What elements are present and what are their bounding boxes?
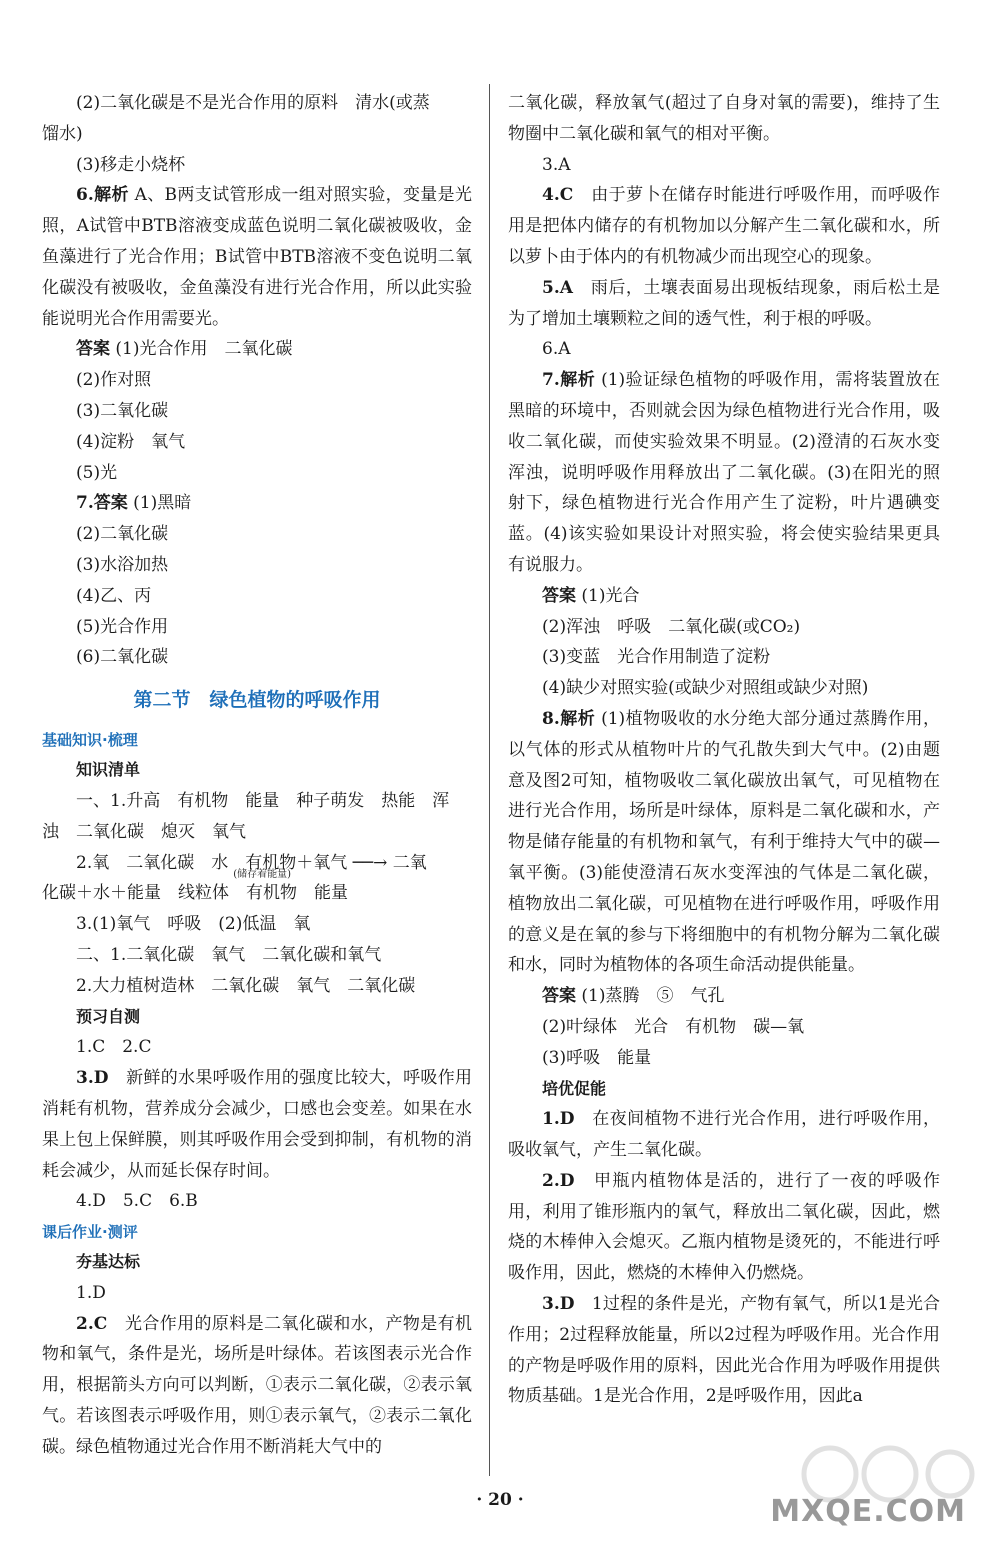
- analysis-text: 新鲜的水果呼吸作用的强度比较大，呼吸作用消耗有机物，营养成分会减少，口感也会变差。如果在水果上包上保鲜膜，则其呼吸作用会受到抑制，有机物的消耗会减少，从而延长保存时间。: [42, 1068, 472, 1181]
- q6-analysis-text: A、B两支试管形成一组对照实验，变量是光照，A试管中BTB溶液变成蓝色说明二氧化碳被吸收，金鱼藻进行了光合作用；B试管中BTB溶液不变色说明二氧化碳没有被吸收，金鱼藻没有进行光合作用，所以此实验能说明光合作用需要光。: [42, 185, 472, 329]
- analysis-text: (1)植物吸收的水分绝大部分通过蒸腾作用，以气体的形式从植物叶片的气孔散失到大气中。(2)由题意及图2可知，植物吸收二氧化碳放出氧气，可见植物在进行光合作用，场所是叶绿体，原料是二氧化碳和水，产物是储存能量的有机物和氧气，有利于维持大气中的碳—氧平衡。(3)能使澄清石灰水变浑浊的气体是二氧化碳，植物放出二氧化碳，可见植物在进行呼吸作用，呼吸作用的意义是在氧的参与下将细胞中的有机物分解为二氧化碳和水，同时为植物体的各项生命活动提供能量。: [508, 708, 940, 976]
- answer-text: (4)乙、丙: [76, 585, 152, 606]
- answer-tag: 答案: [76, 339, 110, 360]
- analysis-tag: 解析: [559, 708, 596, 729]
- analysis-tag: 解析: [93, 185, 129, 206]
- analysis-text: 在夜间植物不进行光合作用，进行呼吸作用，吸收氧气，产生二氧化碳。: [508, 1109, 940, 1161]
- analysis-tag: 解析: [559, 370, 596, 391]
- answer-text: (5)光: [76, 462, 118, 483]
- r8-analysis: [508, 704, 940, 981]
- answer-text: (2)叶绿体 光合 有机物 碳—氧: [542, 1016, 805, 1037]
- stacked-under: (储存着能量): [233, 868, 292, 880]
- text-line: 一、1.升高 有机物 能量 种子萌发 热能 浑: [76, 790, 450, 811]
- continued-text: 二氧化碳，释放氧气(超过了自身对氧的需要)，维持了生物圈中二氧化碳和氧气的相对平衡。: [508, 93, 940, 144]
- answer-text: (2)作对照: [76, 370, 152, 391]
- text-line: 馏水): [42, 123, 83, 144]
- analysis-text: 雨后，土壤表面易出现板结现象，雨后松土是为了增加土壤颗粒之间的透气性，利于根的呼吸。: [508, 277, 940, 329]
- h2-analysis: [42, 1309, 472, 1463]
- p3-analysis: [42, 1063, 472, 1186]
- s3-analysis: [508, 1289, 940, 1412]
- subheading: 夯基达标: [76, 1252, 141, 1272]
- text-line: 二、1.二氧化碳 氧气 二氧化碳和氧气: [76, 944, 382, 965]
- answer-text: (1)黑暗: [127, 493, 192, 514]
- answer-text: (1)光合作用 二氧化碳: [110, 339, 293, 360]
- text-line: 3.(1)氧气 呼吸 (2)低温 氧: [76, 914, 311, 935]
- formula-text: 2.氧 二氧化碳 水: [76, 852, 246, 873]
- text-line: 浊 二氧化碳 熄灭 氧气: [42, 821, 246, 842]
- q7-answer-line: [42, 488, 472, 519]
- r7-analysis: [508, 365, 940, 581]
- question-number: 5.A: [542, 277, 573, 298]
- text-line: 2.大力植树造林 二氧化碳 氧气 二氧化碳: [76, 975, 416, 996]
- question-number: 2.D: [542, 1170, 575, 1191]
- question-number: 2.C: [76, 1313, 108, 1334]
- q6-answer-line: [42, 334, 472, 365]
- category-heading: 课后作业·测评: [42, 1223, 138, 1242]
- answer-tag: 答案: [542, 585, 576, 606]
- question-number: 4.C: [542, 185, 574, 206]
- answer-text: (6)二氧化碳: [76, 647, 169, 668]
- left-column: [42, 88, 472, 1463]
- text-line: 1.D: [76, 1282, 106, 1303]
- subheading: 知识清单: [76, 760, 141, 780]
- answer-text: (4)淀粉 氧气: [76, 431, 186, 452]
- r8-answer-line: [508, 981, 940, 1012]
- answer-text: (3)水浴加热: [76, 554, 169, 575]
- text-line: (3)移走小烧杯: [76, 154, 186, 175]
- section-title: 第二节 绿色植物的呼吸作用: [133, 689, 381, 712]
- answer-tag: 答案: [542, 986, 576, 1007]
- right-column: [508, 88, 940, 1412]
- answer-text: (4)缺少对照实验(或缺少对照组或缺少对照): [542, 678, 869, 699]
- subheading: 培优促能: [542, 1078, 607, 1098]
- s1-analysis: [508, 1104, 940, 1166]
- question-number: 1.D: [542, 1109, 575, 1130]
- stacked-label: [233, 848, 297, 880]
- question-number: 3.D: [542, 1294, 575, 1315]
- text-line: 4.D 5.C 6.B: [76, 1191, 198, 1212]
- answer-text: (2)浑浊 呼吸 二氧化碳(或CO₂): [542, 616, 801, 637]
- column-divider: [489, 84, 490, 1476]
- answer-text: (1)光合: [576, 585, 640, 606]
- watermark-text: MXQE.COM: [770, 1494, 966, 1529]
- s2-analysis: [508, 1166, 940, 1289]
- answer-text: (3)变蓝 光合作用制造了淀粉: [542, 647, 771, 668]
- answer-text: (3)二氧化碳: [76, 400, 169, 421]
- text-line: 1.C 2.C: [76, 1037, 152, 1058]
- analysis-text: (1)验证绿色植物的呼吸作用，需将装置放在黑暗的环境中，否则就会因为绿色植物进行光合作用，吸收二氧化碳，而使实验效果不明显。(2)澄清的石灰水变浑浊，说明呼吸作用释放出了二氧化碳。(3)在阳光的照射下，绿色植物进行光合作用产生了淀粉，叶片遇碘变蓝。(4)该实验如果设计对照实验，将会使实验结果更具有说服力。: [508, 370, 940, 575]
- analysis-text: 由于萝卜在储存时能进行呼吸作用，而呼吸作用是把体内储存的有机物加以分解产生二氧化碳和水，所以萝卜由于体内的有机物减少而出现空心的现象。: [508, 185, 940, 267]
- r5-analysis: [508, 273, 940, 335]
- formula-line: [42, 848, 472, 879]
- question-number: 3.D: [76, 1068, 109, 1089]
- answer-text: (2)二氧化碳: [76, 524, 169, 545]
- analysis-text: 1过程的条件是光，产物有氧气，所以1是光合作用；2过程释放能量，所以2过程为呼吸作用。光合作用的产物是呼吸作用的原料，因此光合作用为呼吸作用提供物质基础。1是光合作用，2是呼吸作用，因此a: [508, 1294, 940, 1407]
- r4-analysis: [508, 180, 940, 272]
- subheading: 预习自测: [76, 1006, 141, 1026]
- stacked-top: 有机物: [245, 852, 297, 873]
- analysis-text: 甲瓶内植物体是活的，进行了一夜的呼吸作用，利用了锥形瓶内的氧气，释放出二氧化碳，因此，燃烧的木棒伸入会熄灭。乙瓶内植物是烫死的，不能进行呼吸作用，因此，燃烧的木棒伸入仍燃烧。: [508, 1170, 940, 1284]
- analysis-text: 光合作用的原料是二氧化碳和水，产物是有机物和氧气，条件是光，场所是叶绿体。若该图表示光合作用，根据箭头方向可以判断，①表示二氧化碳，②表示氧气。若该图表示呼吸作用，则①表示氧气，②表示二氧化碳。绿色植物通过光合作用不断消耗大气中的: [42, 1313, 472, 1457]
- answer-text: (1)蒸腾 ⑤ 气孔: [576, 986, 725, 1007]
- category-heading: 基础知识·梳理: [42, 731, 138, 750]
- page-number: · 20 ·: [476, 1490, 524, 1510]
- r7-answer-line: [508, 581, 940, 612]
- q6-number: 6.: [76, 185, 94, 206]
- question-number: 8.: [542, 708, 560, 729]
- answer-text: (5)光合作用: [76, 616, 169, 637]
- q7-number: 7.: [76, 493, 94, 514]
- answer-tag: 答案: [93, 493, 128, 514]
- formula-text: ＋氧气 ──→ 二氧: [296, 852, 427, 873]
- text-line: 6.A: [542, 339, 571, 360]
- text-line: 3.A: [542, 154, 571, 175]
- question-number: 7.: [542, 370, 560, 391]
- q6-analysis: [42, 180, 472, 334]
- text-line: 化碳＋水＋能量 线粒体 有机物 能量: [42, 883, 348, 904]
- text-line: (2)二氧化碳是不是光合作用的原料 清水(或蒸: [76, 93, 430, 113]
- answer-text: (3)呼吸 能量: [542, 1047, 652, 1068]
